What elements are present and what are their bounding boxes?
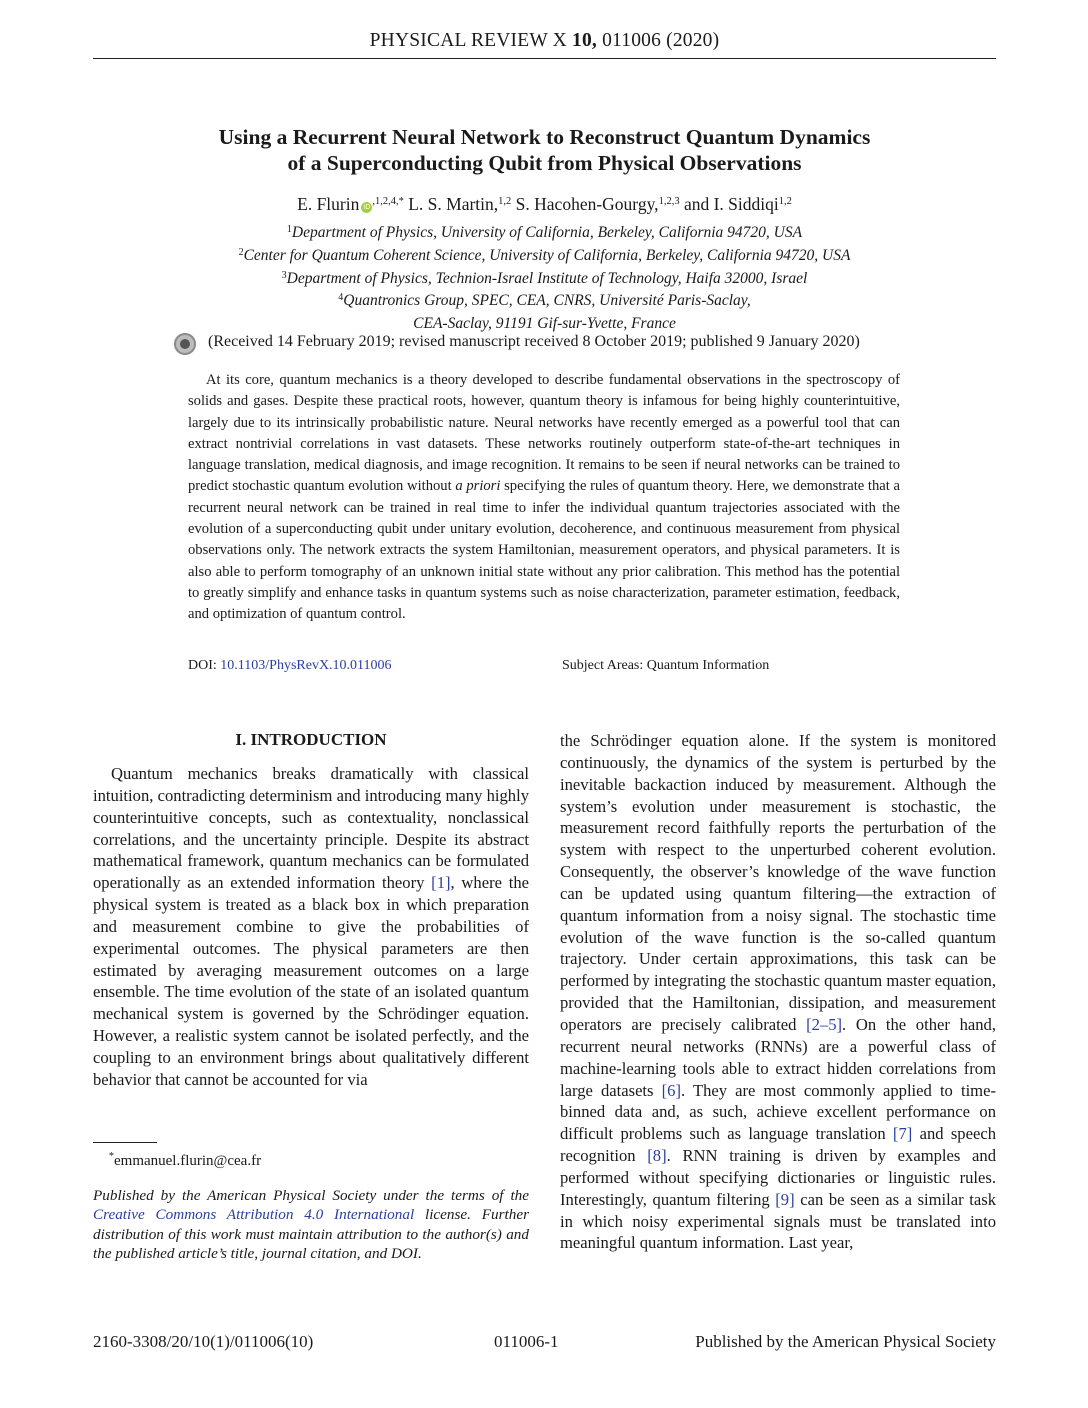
abstract-text-2: specifying the rules of quantum theory. Here, we demonstrate that a recurrent neural network can be trained in real time to infer the individual quantum trajectories associated with the evolution of a superconducting qubit under unitary evolution, decoherence, and continuous measurement from physical observations only. The network extracts the system Hamiltonian, measurement operators, and physical parameters. It is also able to perform tomography of an unknown initial state without any prior calibration. This method has the potential to greatly simplify and enhance tasks in quantum systems such as noise characterization, parameter estimation, feedback, and optimization of quantum control. [188, 478, 900, 623]
citation-link[interactable]: [6] [661, 1080, 681, 1100]
citation-link[interactable]: [7] [892, 1124, 913, 1144]
citation-link[interactable]: [9] [775, 1189, 795, 1209]
footnote-mark: * [109, 1151, 114, 1162]
intro-text: Quantum mechanics breaks dramatically with classical intuition, contradicting determinism and introducing many highly counterintuitive concepts, such as contextuality, nonclassical correlations, and the uncertainty principle. Despite its abstract mathematical framework, quantum mechanics can be formulated operationally as an extended information theory [93, 764, 529, 893]
affiliation-number: 4 [338, 292, 344, 304]
title-line-1: Using a Recurrent Neural Network to Reconstruct Quantum Dynamics [218, 125, 871, 149]
intro-text: . They are most commonly applied to time-binned data and, as such, achieve excellent performance on difficult problems such as language translation [560, 1080, 996, 1144]
orcid-icon[interactable]: iD [363, 203, 371, 211]
affiliation-text: CEA-Saclay, 91191 Gif-sur-Yvette, France [413, 315, 676, 333]
paper-title [93, 124, 996, 176]
intro-paragraph [93, 763, 529, 1091]
affiliation-text: Quantronics Group, SPEC, CEA, CNRS, Université Paris-Saclay, [343, 292, 751, 310]
abstract [188, 370, 900, 626]
author-name: and I. Siddiqi [679, 194, 779, 214]
section-heading: I. INTRODUCTION [235, 730, 387, 749]
license-notice [93, 1186, 529, 1264]
subject-label: Subject Areas: [562, 658, 647, 673]
affiliation-number: 3 [281, 269, 287, 281]
running-header [93, 30, 996, 52]
subject-value: Quantum Information [646, 658, 770, 673]
footnote-email[interactable]: emmanuel.flurin@cea.fr [114, 1153, 262, 1169]
intro-text: . On the other hand, recurrent neural networks (RNNs) are a powerful class of machine-learning tools able to extract hidden correlations from large datasets [560, 1014, 996, 1100]
subject-areas [562, 658, 769, 674]
abstract-paragraph [188, 370, 900, 626]
affiliation-item [93, 266, 996, 289]
intro-text: , where the physical system is treated as a black box in which preparation and measurement combine to give the probabilities of experimental outcomes. The physical parameters are then estimated by averaging measurement outcomes on a large ensemble. The time evolution of the state of an isolated quantum mechanical system is governed by the Schrödinger equation. However, a realistic system cannot be isolated perfectly, and the coupling to an environment brings about qualitatively different behavior that cannot be accounted for via [93, 873, 529, 1089]
doi-link[interactable]: 10.1103/PhysRevX.10.011006 [220, 658, 392, 673]
license-link[interactable]: Creative Commons Attribution 4.0 International [93, 1206, 415, 1224]
affiliation-item [93, 311, 996, 334]
author-affiliation-marks: 1,2,3 [658, 196, 680, 207]
publication-dates: (Received 14 February 2019; revised manuscript received 8 October 2019; published 9 January 2020) [208, 333, 860, 350]
intro-text: and speech recognition [560, 1124, 996, 1166]
affiliation-text: Center for Quantum Coherent Science, University of California, Berkeley, California 94720, USA [243, 246, 851, 264]
author-name: E. Flurin [297, 194, 360, 214]
journal-issue-year: 011006 (2020) [597, 30, 720, 51]
intro-text: can be seen as a similar task in which noisy experimental signals must be translated into meaningful quantum information. Last year, [560, 1189, 997, 1253]
abstract-italic: a priori [455, 478, 501, 495]
footer-issn: 2160-3308/20/10(1)/011006(10) [93, 1332, 314, 1351]
citation-link[interactable]: [2–5] [806, 1014, 843, 1034]
affiliation-item [93, 288, 996, 311]
footer-page-number: 011006-1 [494, 1332, 559, 1351]
author-affiliation-marks: 1,2 [498, 196, 512, 207]
abstract-text-1: At its core, quantum mechanics is a theory developed to describe fundamental observations in the spectroscopy of solids and gases. Despite these practical roots, however, quantum theory is infamous for being highly counterintuitive, largely due to its intrinsically probabilistic nature. Neural networks have recently emerged as a powerful tool that can extract nontrivial correlations in vast datasets. These networks routinely outperform state-of-the-art techniques in language translation, medical diagnosis, and image recognition. It remains to be seen if neural networks can be trained to predict stochastic quantum evolution without [188, 372, 900, 495]
citation-link[interactable]: [1] [431, 873, 451, 893]
crossmark-icon[interactable] [174, 333, 196, 355]
author-name: L. S. Martin, [403, 194, 499, 214]
affiliation-list [93, 220, 996, 334]
affiliation-text: Department of Physics, Technion-Israel Institute of Technology, Haifa 32000, Israel [286, 269, 808, 287]
footnote [109, 1151, 261, 1170]
affiliation-item [93, 243, 996, 266]
affiliation-number: 2 [238, 246, 244, 258]
footnote-divider [93, 1142, 157, 1143]
intro-text: the Schrödinger equation alone. If the system is monitored continuously, the dynamics of the system is perturbed by the inevitable backaction induced by measurement. Although the system’s evolution under measurement is stochastic, the measurement record faithfully reports the perturbation of the system with respect to the unperturbed coherent evolution. Consequently, the observer’s knowledge of the wave function can be updated using quantum filtering—the extraction of quantum information from a noisy signal. The stochastic time evolution of the wave function is the so-called quantum trajectory. Under certain approximations, this task can be performed by integrating the stochastic quantum master equation, provided that the Hamiltonian, dissipation, and measurement operators are precisely calibrated [560, 731, 996, 1034]
journal-name: PHYSICAL REVIEW X [369, 30, 573, 51]
license-text: Published by the American Physical Society under the terms of the [93, 1187, 529, 1204]
license-text: license. Further distribution of this work must maintain attribution to the author(s) and the published article’s title, journal citation, and DOI. [93, 1206, 529, 1263]
intro-paragraph-continued [560, 730, 996, 1254]
doi-label: DOI: [188, 658, 221, 673]
author-name: S. Hacohen-Gourgy, [511, 194, 659, 214]
header-divider [93, 58, 996, 59]
author-affiliation-marks: 1,2 [778, 196, 792, 207]
affiliation-text: Department of Physics, University of California, Berkeley, California 94720, USA [291, 224, 803, 241]
footer-publisher: Published by the American Physical Society [695, 1332, 996, 1351]
citation-link[interactable]: [8] [647, 1146, 667, 1166]
intro-text: . RNN training is driven by examples and performed without specifying dictionaries or linguistic rules. Interestingly, quantum filtering [560, 1146, 996, 1209]
doi-line [188, 658, 392, 674]
title-line-2: of a Superconducting Qubit from Physical Observations [287, 151, 802, 175]
author-list [93, 194, 996, 215]
author-affiliation-marks[interactable]: ,1,2,4,* [372, 196, 404, 207]
left-column [93, 763, 529, 1091]
journal-volume: 10, [572, 30, 598, 51]
affiliation-item [93, 220, 996, 243]
right-column [560, 730, 996, 1254]
affiliation-number: 1 [286, 224, 292, 235]
